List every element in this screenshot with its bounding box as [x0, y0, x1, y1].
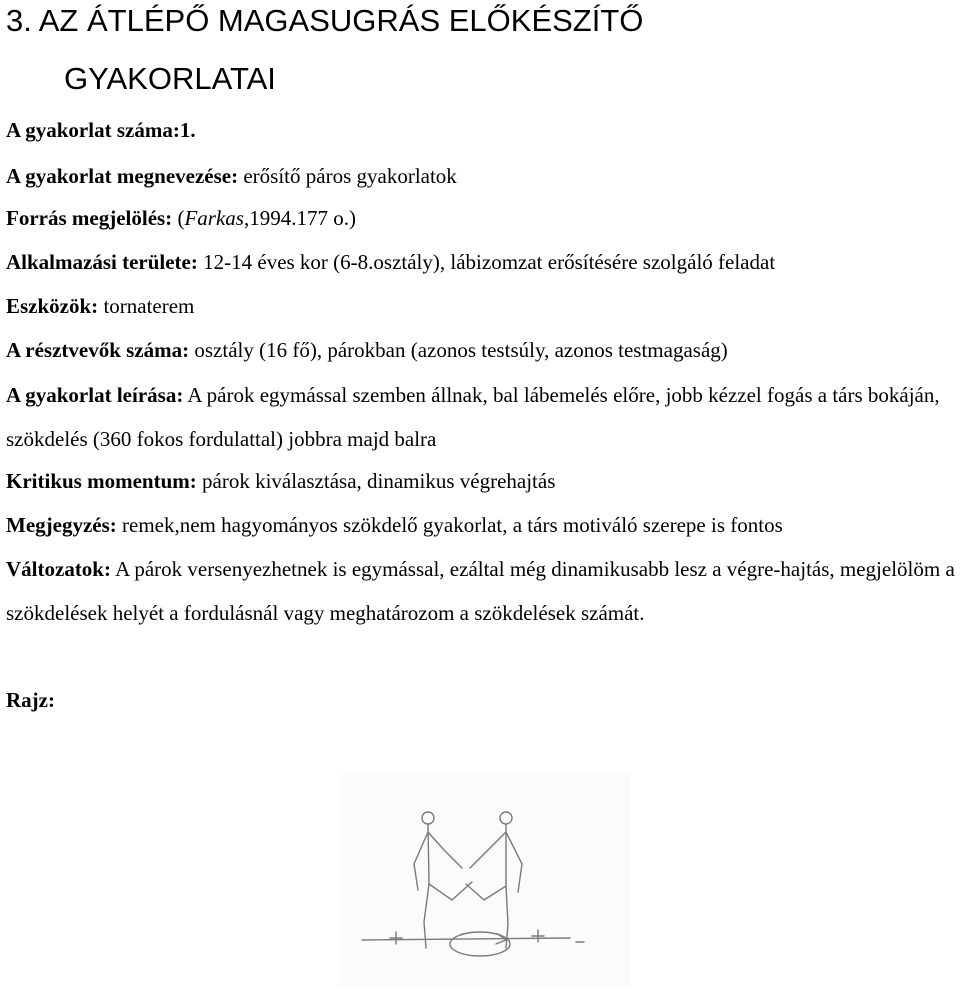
- critical-value: párok kiválasztása, dinamikus végrehajtás: [196, 469, 556, 493]
- source-label: Forrás megjelölés:: [6, 206, 173, 230]
- application-label: Alkalmazási területe:: [6, 250, 198, 274]
- note: [6, 515, 783, 536]
- description-value: A párok egymással szemben állnak, bal lábemelés előre, jobb kézzel fogás a társ bokáján, szökdelés (360 fokos fordulattal) jobbra majd balra: [6, 383, 940, 451]
- application-area: [6, 252, 775, 273]
- variants-label: Változatok:: [6, 557, 111, 581]
- exercise-name-label: A gyakorlat megnevezése:: [6, 164, 239, 188]
- note-label: Megjegyzés:: [6, 513, 117, 537]
- equipment: [6, 296, 194, 317]
- critical-moment: [6, 471, 555, 492]
- drawing-label: Rajz:: [6, 688, 55, 712]
- participants-value: osztály (16 fő), párokban (azonos testsúly, azonos testmagaság): [189, 338, 728, 362]
- equipment-label: Eszközök:: [6, 294, 99, 318]
- variants-value: A párok versenyezhetnek is egymással, ezáltal még dinamikusabb lesz a végre-hajtás, megjelölöm a szökdelések helyét a fordulásnál vagy meghatározom a szökdelések számát.: [6, 557, 955, 625]
- source-rest: ,1994.177 o.): [243, 206, 356, 230]
- drawing-heading: [6, 690, 55, 711]
- exercise-name-value: erősítő páros gyakorlatok: [238, 164, 457, 188]
- exercise-name: [6, 166, 457, 187]
- exercise-number: [6, 120, 196, 141]
- stick-figures-sketch-icon: [340, 772, 630, 987]
- source-author: Farkas: [184, 206, 244, 230]
- page-title-continued: GYAKORLATAI: [64, 61, 276, 96]
- participants-label: A résztvevők száma:: [6, 338, 190, 362]
- equipment-value: tornaterem: [98, 294, 195, 318]
- note-value: remek,nem hagyományos szökdelő gyakorlat, a társ motiváló szerepe is fontos: [116, 513, 783, 537]
- application-value: 12-14 éves kor (6-8.osztály), lábizomzat erősítésére szolgáló feladat: [197, 250, 776, 274]
- variants: [6, 548, 958, 635]
- description-label: A gyakorlat leírása:: [6, 383, 184, 407]
- source-prefix: (: [172, 206, 185, 230]
- page-title: 3. AZ ÁTLÉPŐ MAGASUGRÁS ELŐKÉSZÍTŐ: [6, 3, 644, 38]
- source: [6, 208, 356, 229]
- critical-label: Kritikus momentum:: [6, 469, 197, 493]
- participants: [6, 340, 728, 361]
- exercise-number-label: A gyakorlat száma:1.: [6, 118, 196, 142]
- description: [6, 374, 958, 461]
